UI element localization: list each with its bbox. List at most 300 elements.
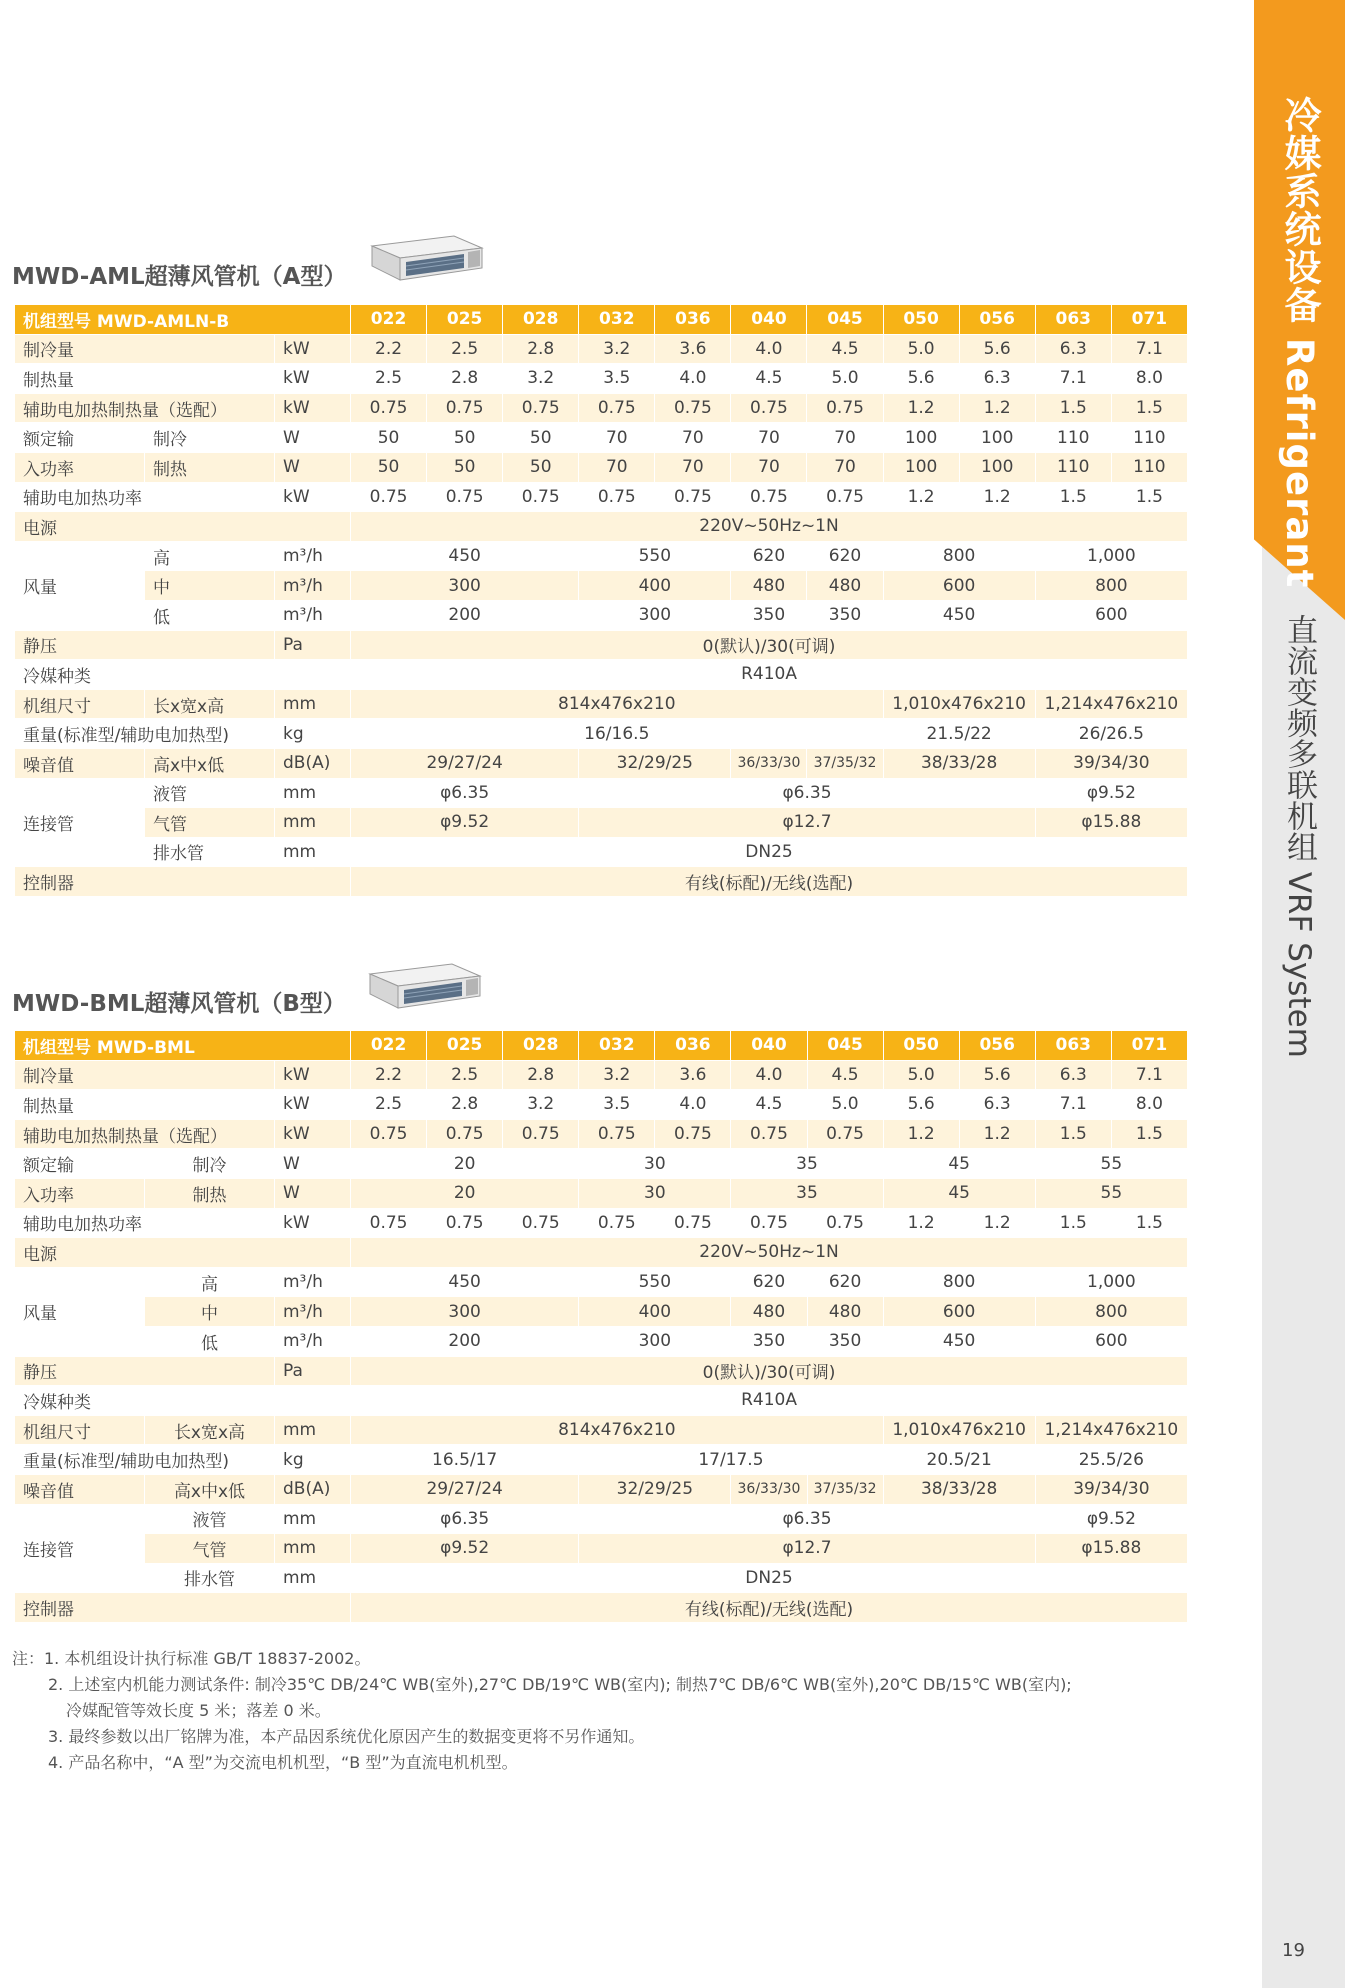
row-label: 额定输 [15,423,145,453]
cell: 110 [1035,452,1111,482]
table-row [15,364,1188,394]
cell: φ9.52 [1035,1504,1187,1534]
cell: 0.75 [655,393,731,423]
cell: 70 [579,423,655,453]
model-col: 063 [1035,1031,1111,1061]
duct-unit-icon [366,960,484,1012]
cell: 35 [731,1178,883,1208]
cell: 4.0 [731,334,807,364]
cell: 1,214x476x210 [1035,1415,1187,1445]
cell: 45 [883,1149,1035,1179]
cell: 35 [731,1149,883,1179]
row-sublabel: 气管 [145,1534,275,1564]
cell: 0.75 [655,1208,731,1238]
cell: 1.5 [1111,482,1187,512]
cell: 0.75 [427,1119,503,1149]
cell: 2.8 [427,364,503,394]
row-sublabel: 长x宽x高 [145,689,275,719]
cell: 0.75 [731,1208,807,1238]
row-sublabel: 低 [145,1326,275,1356]
model-col: 056 [959,1031,1035,1061]
cell: 5.0 [883,1060,959,1090]
cell: 4.5 [731,364,807,394]
table-row [15,1563,1188,1593]
cell: 800 [883,1267,1035,1297]
sidebar-title: 冷媒系统设备 Refrigerant [1278,96,1321,589]
cell: 0.75 [351,1119,427,1149]
cell: 17/17.5 [579,1445,883,1475]
cell: 20 [351,1149,579,1179]
row-label: 控制器 [15,867,351,897]
row-unit: W [275,1178,351,1208]
cell: 45 [883,1178,1035,1208]
section-title-b: MWD-BML超薄风管机（B型） [12,991,346,1017]
cell: φ9.52 [1035,778,1187,808]
cell: 550 [579,1267,731,1297]
table-row [15,719,1188,749]
row-unit: mm [275,1415,351,1445]
model-col: 071 [1111,305,1187,335]
duct-unit-icon [368,232,486,284]
model-col: 050 [883,305,959,335]
cell: 50 [503,423,579,453]
cell: DN25 [351,1563,1188,1593]
table-row [15,1386,1188,1416]
spec-table-a [14,304,1188,897]
cell: 5.6 [959,1060,1035,1090]
cell: 0.75 [351,393,427,423]
row-sublabel: 制热 [145,452,275,482]
page-number: 19 [1282,1940,1305,1961]
cell: 5.0 [807,364,883,394]
cell: 600 [883,571,1035,601]
cell: 55 [1035,1178,1187,1208]
cell: 480 [807,571,883,601]
cell: 800 [1035,571,1187,601]
cell: 480 [807,1297,883,1327]
row-sublabel: 高x中x低 [145,748,275,778]
cell: 300 [351,1297,579,1327]
cell: 70 [807,452,883,482]
cell: 5.0 [807,1090,883,1120]
cell: 1.5 [1035,1208,1111,1238]
cell: 2.2 [351,1060,427,1090]
cell: 38/33/28 [883,748,1035,778]
row-unit: m³/h [275,541,351,571]
row-unit: mm [275,1563,351,1593]
model-col: 032 [579,1031,655,1061]
cell: 1.5 [1111,1119,1187,1149]
model-col: 032 [579,305,655,335]
row-label: 风量 [15,1267,145,1356]
cell: 1.2 [883,1119,959,1149]
model-col: 071 [1111,1031,1187,1061]
cell: R410A [351,660,1188,690]
cell: 20 [351,1178,579,1208]
table-header-row [15,1031,1188,1061]
row-unit: m³/h [275,1297,351,1327]
row-unit: W [275,452,351,482]
footnote-4: 4. 产品名称中，“A 型”为交流电机机型，“B 型”为直流电机机型。 [48,1753,518,1772]
table-row [15,1356,1188,1386]
cell: 350 [731,600,807,630]
row-unit: kW [275,364,351,394]
cell: 100 [883,423,959,453]
cell: 有线(标配)/无线(选配) [351,867,1188,897]
footnote-2-cont: 冷媒配管等效长度 5 米；落差 0 米。 [66,1701,331,1720]
cell: 600 [1035,1326,1187,1356]
model-col: 028 [503,1031,579,1061]
spec-table-b [14,1030,1188,1623]
cell: 1.2 [959,1208,1035,1238]
cell: φ15.88 [1035,1534,1187,1564]
cell: 50 [503,452,579,482]
row-unit: Pa [275,630,351,660]
cell: 0.75 [503,482,579,512]
cell: 110 [1111,452,1187,482]
row-unit: mm [275,689,351,719]
table-row [15,334,1188,364]
model-col: 040 [731,1031,807,1061]
footnotes [12,1646,1072,1776]
cell: 29/27/24 [351,1474,579,1504]
cell: 350 [807,600,883,630]
cell: φ6.35 [351,1504,579,1534]
model-col: 040 [731,305,807,335]
row-label: 重量(标准型/辅助电加热型) [15,719,275,749]
cell: φ12.7 [579,808,1035,838]
cell: 25.5/26 [1035,1445,1187,1475]
cell: 0.75 [427,393,503,423]
table-row [15,1326,1188,1356]
cell: 2.5 [427,1060,503,1090]
row-sublabel: 排水管 [145,1563,275,1593]
model-col: 022 [351,1031,427,1061]
cell: 1.5 [1111,393,1187,423]
row-sublabel: 液管 [145,778,275,808]
cell: 1.5 [1035,393,1111,423]
cell: 50 [427,423,503,453]
row-unit: mm [275,778,351,808]
row-label: 辅助电加热制热量（选配） [15,393,275,423]
cell: 300 [351,571,579,601]
cell: 0.75 [731,1119,807,1149]
cell: 0.75 [579,1119,655,1149]
cell: 1.2 [883,482,959,512]
model-col: 050 [883,1031,959,1061]
table-row [15,1267,1188,1297]
cell: 2.8 [427,1090,503,1120]
cell: 70 [731,423,807,453]
cell: 0.75 [579,393,655,423]
table-header-row [15,305,1188,335]
cell: φ9.52 [351,808,579,838]
cell: 有线(标配)/无线(选配) [351,1593,1188,1623]
row-unit: m³/h [275,600,351,630]
cell: 600 [883,1297,1035,1327]
cell: 450 [351,541,579,571]
cell: 6.3 [959,1090,1035,1120]
row-label: 制热量 [15,364,275,394]
cell: 0.75 [427,1208,503,1238]
table-row [15,808,1188,838]
cell: 7.1 [1111,334,1187,364]
cell: 220V~50Hz~1N [351,512,1188,542]
row-label: 重量(标准型/辅助电加热型) [15,1445,275,1475]
cell: 0.75 [807,1119,883,1149]
row-label: 静压 [15,1356,275,1386]
cell: 3.2 [579,1060,655,1090]
cell: 0.75 [807,393,883,423]
row-unit: kW [275,1119,351,1149]
cell: 3.2 [503,1090,579,1120]
row-unit: dB(A) [275,748,351,778]
cell: 7.1 [1035,364,1111,394]
model-label: 机组型号 MWD-BML [15,1031,351,1061]
row-sublabel: 制冷 [145,1149,275,1179]
section-title-a: MWD-AML超薄风管机（A型） [12,264,347,290]
cell: 480 [731,571,807,601]
cell: 4.5 [807,334,883,364]
cell: 70 [655,423,731,453]
cell: 30 [579,1149,731,1179]
row-sublabel: 制热 [145,1178,275,1208]
row-label: 额定输 [15,1149,145,1179]
model-col: 028 [503,305,579,335]
table-row [15,778,1188,808]
cell: 8.0 [1111,364,1187,394]
cell: 26/26.5 [1035,719,1187,749]
cell: 400 [579,1297,731,1327]
table-row [15,1178,1188,1208]
cell: 0.75 [731,393,807,423]
cell: 70 [655,452,731,482]
row-unit: m³/h [275,1267,351,1297]
table-row [15,867,1188,897]
row-label: 连接管 [15,1504,145,1593]
cell: 1,000 [1035,541,1187,571]
footnote-1: 注：1. 本机组设计执行标准 GB/T 18837-2002。 [12,1649,371,1668]
cell: 220V~50Hz~1N [351,1238,1188,1268]
cell: 4.5 [807,1060,883,1090]
table-row [15,600,1188,630]
row-unit: kW [275,482,351,512]
cell: 1.2 [959,393,1035,423]
cell: 620 [807,541,883,571]
cell: φ15.88 [1035,808,1187,838]
cell: 0.75 [655,482,731,512]
row-label: 辅助电加热功率 [15,482,275,512]
row-label: 冷媒种类 [15,660,351,690]
cell: 0.75 [807,482,883,512]
cell: 37/35/32 [807,1474,883,1504]
row-unit: W [275,423,351,453]
cell: 2.2 [351,334,427,364]
row-label: 制热量 [15,1090,275,1120]
cell: 5.0 [883,334,959,364]
table-row [15,571,1188,601]
row-label: 机组尺寸 [15,1415,145,1445]
row-sublabel: 低 [145,600,275,630]
cell: 1,010x476x210 [883,689,1035,719]
cell: 0(默认)/30(可调) [351,630,1188,660]
row-label: 噪音值 [15,748,145,778]
cell: 1.5 [1035,1119,1111,1149]
cell: φ6.35 [351,778,579,808]
table-row [15,1445,1188,1475]
table-row [15,1504,1188,1534]
cell: 300 [579,1326,731,1356]
cell: 800 [1035,1297,1187,1327]
table-row [15,393,1188,423]
cell: φ6.35 [579,778,1035,808]
table-row [15,1593,1188,1623]
row-label: 电源 [15,512,351,542]
row-unit: kW [275,334,351,364]
cell: 21.5/22 [883,719,1035,749]
cell: 1.5 [1111,1208,1187,1238]
cell: 0.75 [503,1208,579,1238]
row-unit: dB(A) [275,1474,351,1504]
cell: 4.0 [655,1090,731,1120]
cell: 6.3 [1035,334,1111,364]
table-row [15,512,1188,542]
row-label: 辅助电加热制热量（选配） [15,1119,275,1149]
cell: 2.8 [503,334,579,364]
model-label: 机组型号 MWD-AMLN-B [15,305,351,335]
cell: 2.5 [351,364,427,394]
footnote-3: 3. 最终参数以出厂铭牌为准，本产品因系统优化原因产生的数据变更将不另作通知。 [48,1727,645,1746]
model-col: 045 [807,305,883,335]
cell: 4.0 [655,364,731,394]
row-label: 辅助电加热功率 [15,1208,275,1238]
cell: 0.75 [351,1208,427,1238]
row-label: 静压 [15,630,275,660]
cell: 600 [1035,600,1187,630]
row-label: 连接管 [15,778,145,867]
table-row [15,541,1188,571]
cell: 550 [579,541,731,571]
row-sublabel: 制冷 [145,423,275,453]
row-sublabel: 中 [145,571,275,601]
row-sublabel: 高 [145,1267,275,1297]
row-unit: kW [275,1208,351,1238]
model-col: 025 [427,1031,503,1061]
cell: 110 [1111,423,1187,453]
row-sublabel: 高x中x低 [145,1474,275,1504]
sidebar-subtitle: 直流变频多联机组 VRF System [1281,614,1317,1058]
cell: 300 [579,600,731,630]
table-row [15,1534,1188,1564]
row-unit: mm [275,1504,351,1534]
cell: 4.5 [731,1090,807,1120]
cell: φ9.52 [351,1534,579,1564]
table-row [15,482,1188,512]
cell: 100 [959,423,1035,453]
footnote-2: 2. 上述室内机能力测试条件: 制冷35℃ DB/24℃ WB(室外),27℃ DB/19℃ WB(室内); 制热7℃ DB/6℃ WB(室外),20℃ DB/15℃ WB(室内); [48,1675,1072,1694]
model-col: 036 [655,305,731,335]
row-label: 制冷量 [15,1060,275,1090]
cell: 32/29/25 [579,748,731,778]
model-col: 022 [351,305,427,335]
row-unit: kW [275,1090,351,1120]
table-row [15,452,1188,482]
row-unit: kW [275,393,351,423]
cell: 36/33/30 [731,1474,807,1504]
cell: 814x476x210 [351,689,884,719]
row-unit: m³/h [275,571,351,601]
cell: 5.6 [959,334,1035,364]
cell: 30 [579,1178,731,1208]
cell: 2.5 [427,334,503,364]
cell: 6.3 [959,364,1035,394]
cell: 0.75 [655,1119,731,1149]
cell: 450 [351,1267,579,1297]
cell: 620 [731,541,807,571]
row-unit: Pa [275,1356,351,1386]
cell: 0.75 [351,482,427,512]
cell: 8.0 [1111,1090,1187,1120]
cell: 620 [807,1267,883,1297]
cell: 1.2 [883,393,959,423]
cell: 3.2 [579,334,655,364]
cell: 50 [351,452,427,482]
table-row [15,1238,1188,1268]
table-row [15,660,1188,690]
cell: 37/35/32 [807,748,883,778]
table-row [15,689,1188,719]
cell: 350 [731,1326,807,1356]
cell: 3.5 [579,364,655,394]
model-col: 056 [959,305,1035,335]
cell: 5.6 [883,364,959,394]
cell: 39/34/30 [1035,1474,1187,1504]
cell: 50 [351,423,427,453]
row-unit: kg [275,719,351,749]
row-label: 制冷量 [15,334,275,364]
cell: 100 [883,452,959,482]
row-unit: mm [275,1534,351,1564]
cell: 0.75 [503,393,579,423]
cell: 0(默认)/30(可调) [351,1356,1188,1386]
cell: 0.75 [503,1119,579,1149]
row-label: 噪音值 [15,1474,145,1504]
row-label: 电源 [15,1238,351,1268]
row-label: 控制器 [15,1593,351,1623]
cell: 3.6 [655,334,731,364]
model-col: 025 [427,305,503,335]
cell: 55 [1035,1149,1187,1179]
cell: 1.2 [959,1119,1035,1149]
table-row [15,1415,1188,1445]
row-sublabel: 高 [145,541,275,571]
cell: φ6.35 [579,1504,1035,1534]
cell: 2.8 [503,1060,579,1090]
cell: 0.75 [579,482,655,512]
cell: 620 [731,1267,807,1297]
cell: 5.6 [883,1090,959,1120]
cell: 70 [731,452,807,482]
cell: 3.6 [655,1060,731,1090]
row-label: 机组尺寸 [15,689,145,719]
cell: 7.1 [1111,1060,1187,1090]
row-sublabel: 排水管 [145,837,275,867]
row-sublabel: 长x宽x高 [145,1415,275,1445]
cell: 4.0 [731,1060,807,1090]
cell: 110 [1035,423,1111,453]
table-row [15,630,1188,660]
cell: 3.5 [579,1090,655,1120]
